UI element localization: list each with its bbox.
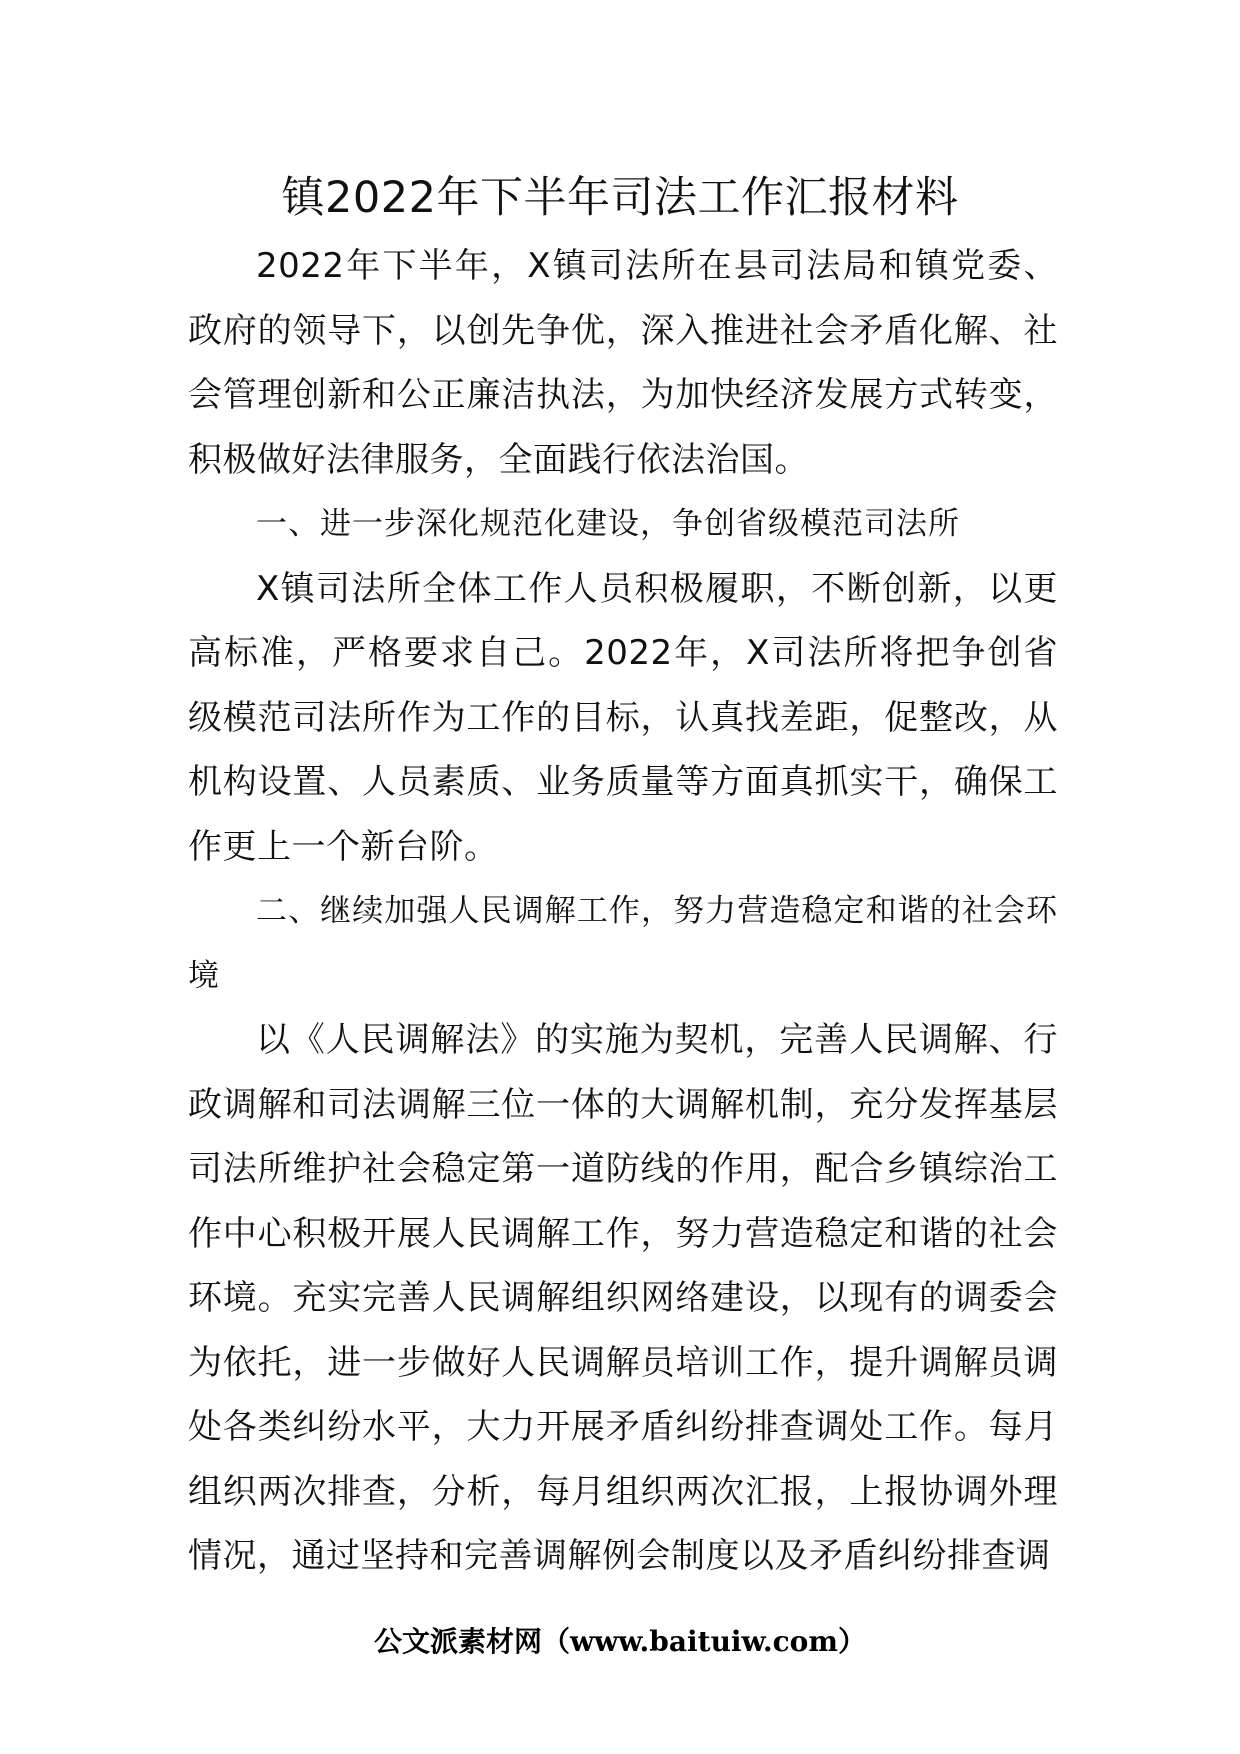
paragraph-section-1: X镇司法所全体工作人员积极履职，不断创新，以更高标准，严格要求自己。2022年，X司法所将把争创省级模范司法所作为工作的目标，认真找差距，促整改，从机构设置、人员素质、业务质量等方面真抓实干，确保工作更上一个新台阶。	[188, 568, 1058, 867]
paragraph-intro: 2022年下半年，X镇司法所在县司法局和镇党委、政府的领导下，以创先争优，深入推进社会矛盾化解、社会管理创新和公正廉洁执法，为加快经济发展方式转变，积极做好法律服务，全面践行依法治国。	[188, 246, 1058, 480]
document-body	[188, 234, 1058, 1589]
document-title: 镇2022年下半年司法工作汇报材料	[281, 173, 959, 223]
section-heading-2: 二、继续加强人民调解工作，努力营造稳定和谐的社会环境	[188, 893, 1058, 994]
footer-watermark: 公文派素材网（www.baituiw.com）	[374, 1625, 866, 1658]
section-heading-1: 一、进一步深化规范化建设，争创省级模范司法所	[256, 506, 960, 542]
paragraph-section-2: 以《人民调解法》的实施为契机，完善人民调解、行政调解和司法调解三位一体的大调解机制，充分发挥基层司法所维护社会稳定第一道防线的作用，配合乡镇综治工作中心积极开展人民调解工作，努力营造稳定和谐的社会环境。充实完善人民调解组织网络建设，以现有的调委会为依托，进一步做好人民调解员培训工作，提升调解员调处各类纠纷水平，大力开展矛盾纠纷排查调处工作。每月组织两次排查，分析，每月组织两次汇报，上报协调外理情况，通过坚持和完善调解例会制度以及矛盾纠纷排查调	[188, 1020, 1058, 1576]
